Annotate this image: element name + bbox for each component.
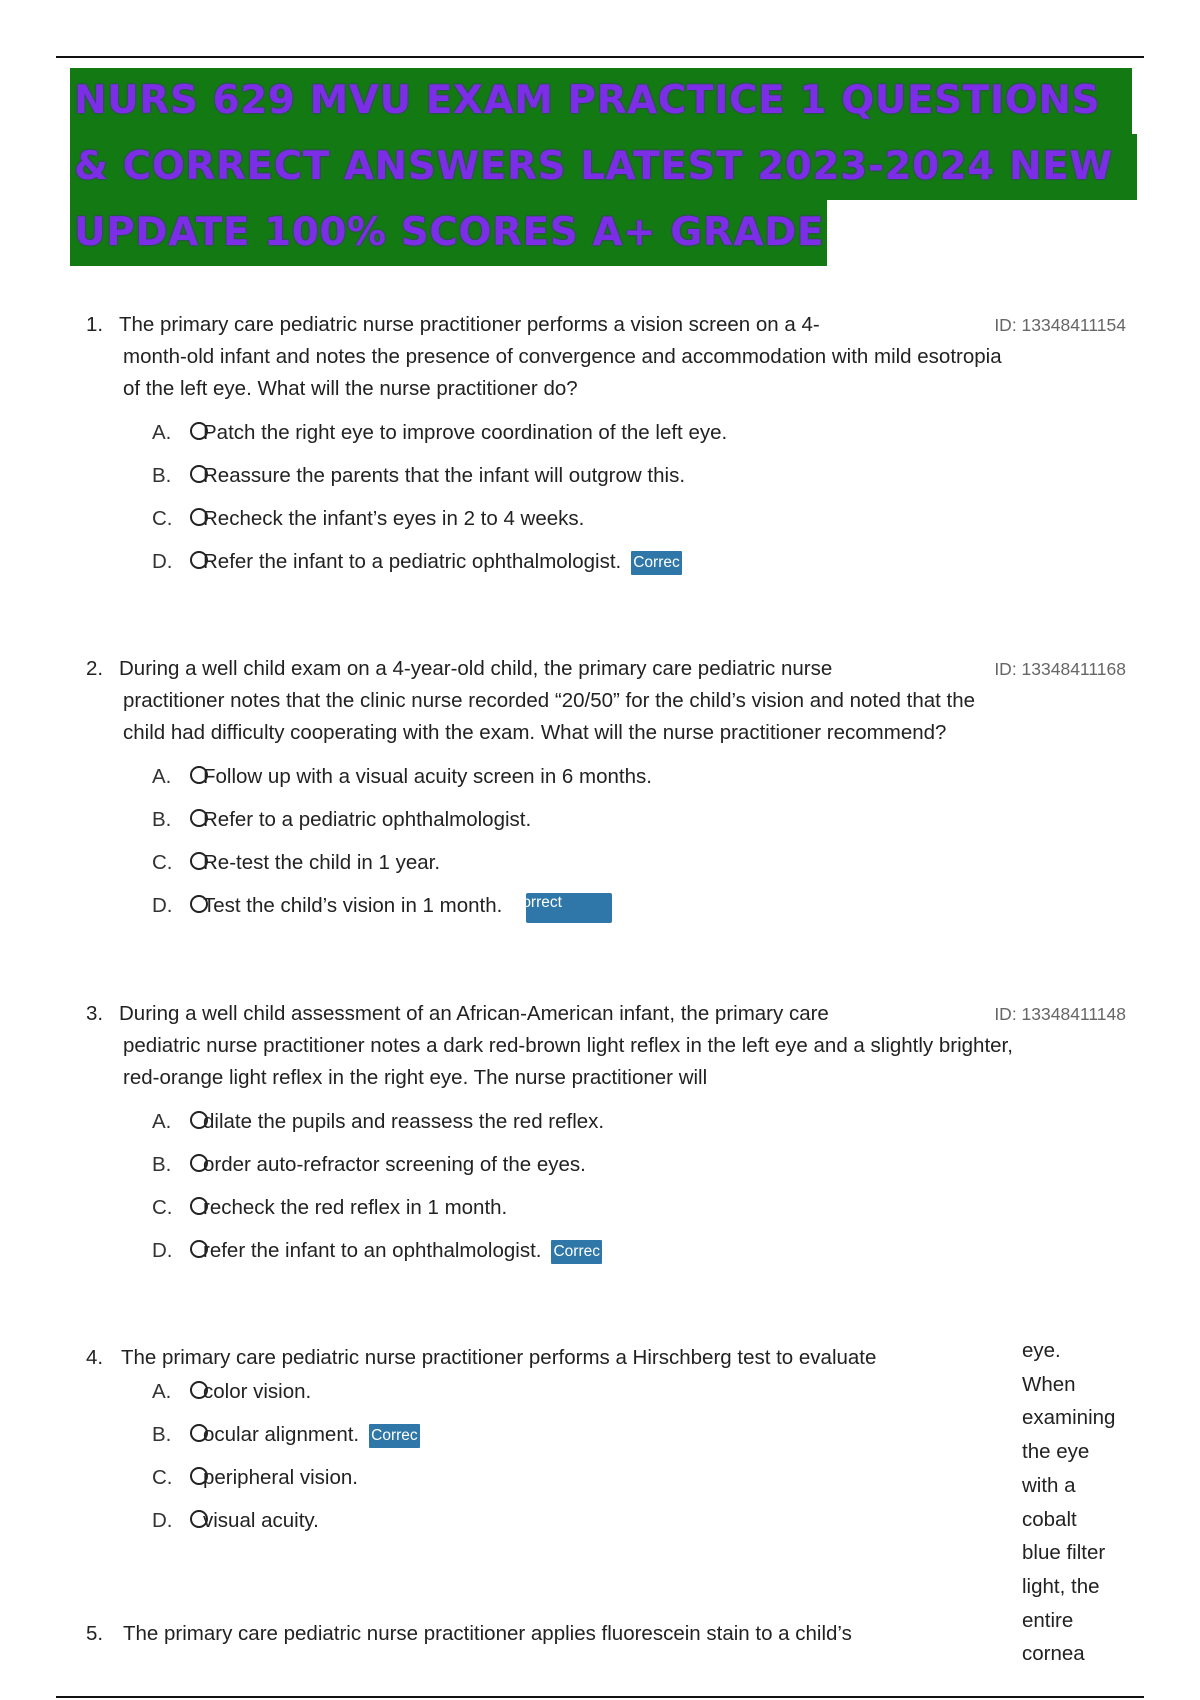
option-text: Follow up with a visual acuity screen in 6 months. xyxy=(203,765,652,788)
radio-icon[interactable] xyxy=(190,1154,208,1172)
correct-badge: Correc xyxy=(369,1424,420,1448)
question-stem xyxy=(86,309,1126,405)
correct-badge: Correc xyxy=(631,551,682,575)
answer-options xyxy=(86,755,1126,927)
question-line: practitioner notes that the clinic nurse recorded “20/50” for the child’s vision and noted that the xyxy=(123,689,976,712)
option-text: Refer the infant to a pediatric ophthalmologist. xyxy=(203,550,622,573)
option-letter: D. xyxy=(152,894,173,917)
side-text-line: light, the xyxy=(1022,1574,1100,1598)
side-text-line: cornea xyxy=(1022,1642,1085,1666)
option-text: order auto-refractor screening of the eyes. xyxy=(203,1153,586,1176)
option-c[interactable] xyxy=(86,497,1126,540)
option-a[interactable] xyxy=(86,755,1126,798)
radio-icon[interactable] xyxy=(190,551,208,569)
question-line: During a well child exam on a 4-year-old child, the primary care pediatric nurse xyxy=(119,657,833,680)
title-line-3: UPDATE 100% SCORES A+ GRADE xyxy=(70,200,827,266)
question-number: 5. xyxy=(86,1622,104,1645)
question-line: of the left eye. What will the nurse practitioner do? xyxy=(123,377,578,400)
question-3 xyxy=(86,998,1126,1272)
option-text: recheck the red reflex in 1 month. xyxy=(203,1196,508,1219)
option-text: peripheral vision. xyxy=(203,1466,358,1489)
question-stem xyxy=(86,1618,946,1650)
option-text: Reassure the parents that the infant will outgrow this. xyxy=(203,464,686,487)
radio-icon[interactable] xyxy=(190,766,208,784)
option-letter: A. xyxy=(152,1110,172,1133)
option-letter: B. xyxy=(152,1153,172,1176)
question-text xyxy=(86,309,1126,405)
option-letter: A. xyxy=(152,421,172,444)
side-text-line: with a xyxy=(1022,1473,1076,1497)
option-text: Test the child’s vision in 1 month. xyxy=(203,894,503,917)
bottom-rule xyxy=(56,1696,1144,1698)
option-letter: D. xyxy=(152,1239,173,1262)
question-line: pediatric nurse practitioner notes a dark red-brown light reflex in the left eye and a slightly brighter, xyxy=(123,1034,1013,1057)
question-number: 3. xyxy=(86,1002,104,1025)
option-c[interactable] xyxy=(86,841,1126,884)
answer-options xyxy=(86,1370,946,1542)
side-text-line: entire xyxy=(1022,1608,1074,1632)
option-text: dilate the pupils and reassess the red reflex. xyxy=(203,1110,605,1133)
radio-icon[interactable] xyxy=(190,1240,208,1258)
option-letter: A. xyxy=(152,765,172,788)
radio-icon[interactable] xyxy=(190,422,208,440)
question-stem xyxy=(86,998,1126,1094)
option-letter: B. xyxy=(152,808,172,831)
option-c[interactable] xyxy=(86,1456,946,1499)
option-c[interactable] xyxy=(86,1186,1126,1229)
question-id: ID: 13348411148 xyxy=(994,1004,1126,1024)
side-text-line: examining xyxy=(1022,1406,1116,1430)
question-number: 4. xyxy=(86,1346,104,1369)
question-line: During a well child assessment of an African-American infant, the primary care xyxy=(119,1002,829,1025)
question-5 xyxy=(86,1618,946,1650)
option-letter: C. xyxy=(152,851,173,874)
question-line: The primary care pediatric nurse practitioner performs a Hirschberg test to evaluate xyxy=(121,1346,877,1369)
radio-icon[interactable] xyxy=(190,852,208,870)
top-rule xyxy=(56,56,1144,58)
radio-icon[interactable] xyxy=(190,809,208,827)
question-1 xyxy=(86,309,1126,583)
title-line-2: & CORRECT ANSWERS LATEST 2023-2024 NEW xyxy=(70,134,1137,200)
option-text: visual acuity. xyxy=(203,1509,319,1532)
question-line: child had difficulty cooperating with the exam. What will the nurse practitioner recommend? xyxy=(123,721,947,744)
option-text: ocular alignment. xyxy=(203,1423,360,1446)
option-a[interactable] xyxy=(86,1100,1126,1143)
option-b[interactable] xyxy=(86,798,1126,841)
correct-badge: orrect xyxy=(526,893,612,923)
radio-icon[interactable] xyxy=(190,1197,208,1215)
option-b[interactable] xyxy=(86,1143,1126,1186)
side-text-line: When xyxy=(1022,1372,1076,1396)
question-text xyxy=(86,1618,946,1650)
option-b[interactable] xyxy=(86,1413,946,1456)
question-line: red-orange light reflex in the right eye. The nurse practitioner will xyxy=(123,1066,708,1089)
radio-icon[interactable] xyxy=(190,1510,208,1528)
option-text: refer the infant to an ophthalmologist. xyxy=(203,1239,542,1262)
option-text: Re-test the child in 1 year. xyxy=(203,851,441,874)
side-text-line: cobalt xyxy=(1022,1507,1077,1531)
radio-icon[interactable] xyxy=(190,1467,208,1485)
question-stem xyxy=(86,653,1126,749)
radio-icon[interactable] xyxy=(190,1111,208,1129)
option-letter: A. xyxy=(152,1380,172,1403)
radio-icon[interactable] xyxy=(190,465,208,483)
radio-icon[interactable] xyxy=(190,1424,208,1442)
option-text: color vision. xyxy=(203,1380,312,1403)
option-text: Patch the right eye to improve coordination of the left eye. xyxy=(203,421,728,444)
question-id: ID: 13348411168 xyxy=(994,659,1126,679)
answer-options xyxy=(86,411,1126,583)
answer-options xyxy=(86,1100,1126,1272)
question-2 xyxy=(86,653,1126,927)
radio-icon[interactable] xyxy=(190,1381,208,1399)
side-text-line: blue filter xyxy=(1022,1541,1106,1565)
correct-badge: Correc xyxy=(551,1240,602,1264)
question-4 xyxy=(86,1342,946,1542)
option-letter: C. xyxy=(152,507,173,530)
option-letter: C. xyxy=(152,1466,173,1489)
radio-icon[interactable] xyxy=(190,508,208,526)
option-letter: D. xyxy=(152,1509,173,1532)
side-text-line: the eye xyxy=(1022,1440,1090,1464)
option-d[interactable] xyxy=(86,1499,946,1542)
question-text xyxy=(86,998,1126,1094)
question-line: The primary care pediatric nurse practitioner applies fluorescein stain to a child’s xyxy=(123,1622,852,1645)
question-id: ID: 13348411154 xyxy=(994,315,1126,335)
title-line-1: NURS 629 MVU EXAM PRACTICE 1 QUESTIONS xyxy=(70,68,1132,134)
option-letter: B. xyxy=(152,464,172,487)
radio-icon[interactable] xyxy=(190,895,208,913)
option-d[interactable] xyxy=(86,1229,1126,1272)
option-b[interactable] xyxy=(86,454,1126,497)
option-text: Recheck the infant’s eyes in 2 to 4 weeks. xyxy=(203,507,585,530)
side-text-column xyxy=(1022,1334,1132,1671)
question-line: The primary care pediatric nurse practitioner performs a vision screen on a 4- xyxy=(119,313,820,336)
option-d[interactable] xyxy=(86,884,1126,927)
option-a[interactable] xyxy=(86,1370,946,1413)
option-a[interactable] xyxy=(86,411,1126,454)
option-letter: B. xyxy=(152,1423,172,1446)
option-letter: D. xyxy=(152,550,173,573)
side-text-line: eye. xyxy=(1022,1339,1061,1362)
question-number: 2. xyxy=(86,657,104,680)
question-number: 1. xyxy=(86,313,104,336)
option-letter: C. xyxy=(152,1196,173,1219)
question-line: month-old infant and notes the presence of convergence and accommodation with mild esotropia xyxy=(123,345,1002,368)
question-text xyxy=(86,653,1126,749)
option-text: Refer to a pediatric ophthalmologist. xyxy=(203,808,532,831)
option-d[interactable] xyxy=(86,540,1126,583)
